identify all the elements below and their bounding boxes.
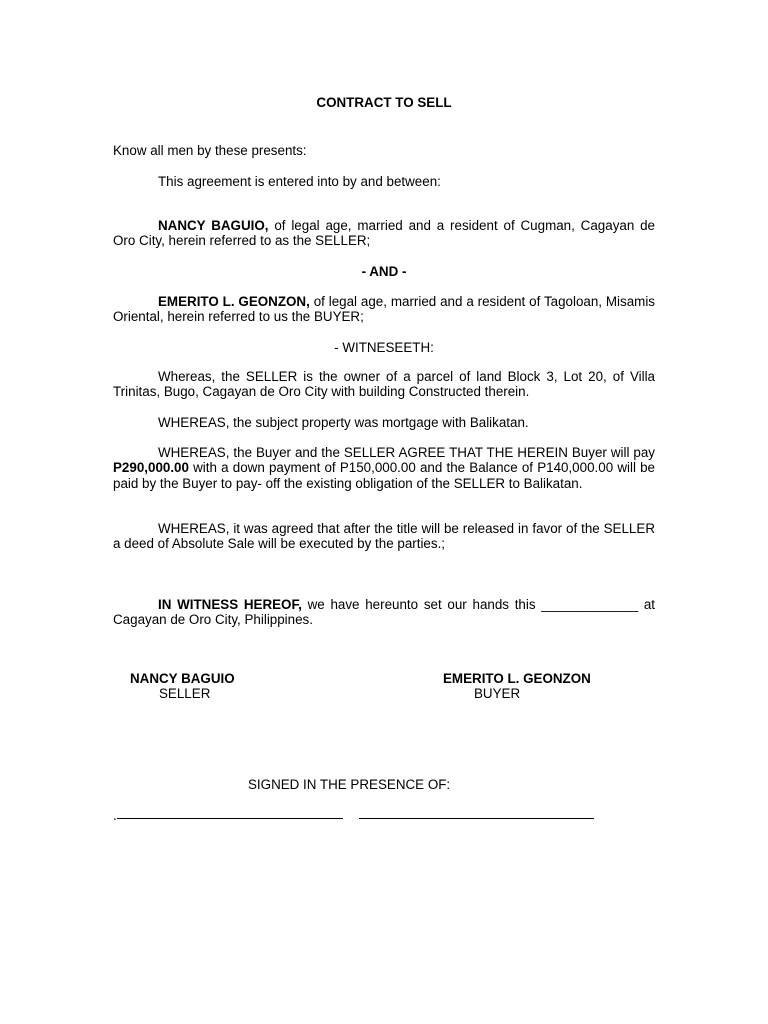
buyer-party-name: EMERITO L. GEONZON, <box>158 294 310 309</box>
witness-signature-line-1 <box>117 818 343 819</box>
buyer-party-paragraph: EMERITO L. GEONZON, of legal age, married and a resident of Tagoloan, Misamis Oriental, herein referred to us the BUYER; <box>113 294 655 325</box>
price-amount: P290,000.00 <box>113 460 189 476</box>
witness-line-prefix: . <box>113 808 117 823</box>
seller-signatory-role: SELLER <box>159 686 211 701</box>
witness-lead: IN WITNESS HEREOF, <box>158 597 302 612</box>
agreement-line: This agreement is entered into by and between: <box>158 174 441 189</box>
witness-paragraph: IN WITNESS HEREOF, we have hereunto set our hands this _____________ at Cagayan de Oro City, Philippines. <box>113 597 655 628</box>
whereas-paragraph-3: WHEREAS, the Buyer and the SELLER AGREE THAT THE HEREIN Buyer will pay P290,000.00 with a down payment of P150,000.00 and the Balance of P140,000.00 will be paid by the Buyer to pay- off the existing obligation of the SELLER to Balikatan. <box>113 445 655 491</box>
whereas-paragraph-4: WHEREAS, it was agreed that after the title will be released in favor of the SELLER a deed of Absolute Sale will be executed by the parties.; <box>113 521 655 552</box>
presence-heading: SIGNED IN THE PRESENCE OF: <box>248 777 451 792</box>
buyer-signatory-name: EMERITO L. GEONZON <box>443 671 591 686</box>
and-separator: - AND - <box>361 264 407 279</box>
witnesseth-heading: - WITNESEETH: <box>334 340 434 355</box>
whereas-paragraph-1: Whereas, the SELLER is the owner of a parcel of land Block 3, Lot 20, of Villa Trinitas, Bugo, Cagayan de Oro City with building Constructed therein. <box>113 369 655 400</box>
seller-signatory-name: NANCY BAGUIO <box>130 671 235 686</box>
witness-signature-line-2 <box>359 818 594 819</box>
document-title: CONTRACT TO SELL <box>316 95 452 110</box>
buyer-signatory-role: BUYER <box>474 686 521 701</box>
seller-party-name: NANCY BAGUIO, <box>158 218 269 233</box>
intro-line: Know all men by these presents: <box>113 143 307 158</box>
whereas-paragraph-2: WHEREAS, the subject property was mortgage with Balikatan. <box>158 415 529 430</box>
seller-party-paragraph: NANCY BAGUIO, of legal age, married and a resident of Cugman, Cagayan de Oro City, herein referred to as the SELLER; <box>113 218 656 249</box>
